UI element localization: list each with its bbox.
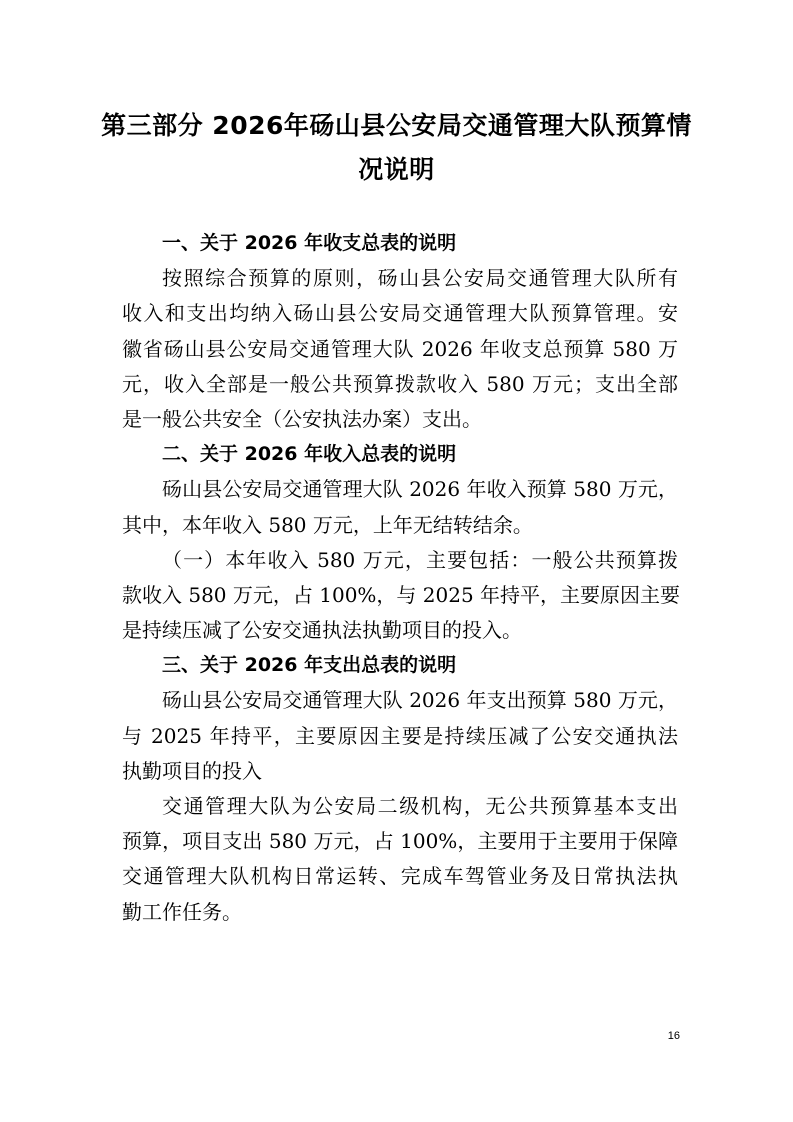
section-3-heading: 三、关于 2026 年支出总表的说明	[162, 654, 457, 677]
section-3-line-6: 交通管理大队机构日常运转、完成车驾管业务及日常执法执	[122, 864, 678, 889]
document-body	[122, 226, 681, 930]
title-line-1: 第三部分 2026年砀山县公安局交通管理大队预算情	[101, 111, 692, 140]
section-3-line-7: 勤工作任务。	[122, 899, 242, 924]
section-1-line-4: 元，收入全部是一般公共预算拨款收入 580 万元；支出全部	[122, 371, 678, 396]
section-3-line-2: 与 2025 年持平，主要原因主要是持续压减了公安交通执法	[122, 723, 678, 748]
section-2-line-5: 是持续压减了公安交通执法执勤项目的投入。	[122, 618, 522, 643]
section-1-line-1: 按照综合预算的原则，砀山县公安局交通管理大队所有	[162, 266, 678, 291]
section-3-line-3: 执勤项目的投入	[122, 758, 262, 783]
section-3-line-5: 预算，项目支出 580 万元，占 100%，主要用于主要用于保障	[122, 829, 678, 854]
section-2-line-2: 其中，本年收入 580 万元，上年无结转结余。	[122, 512, 533, 537]
section-1-line-2: 收入和支出均纳入砀山县公安局交通管理大队预算管理。安	[122, 301, 678, 326]
section-2-heading: 二、关于 2026 年收入总表的说明	[162, 443, 457, 466]
section-2-line-4: 款收入 580 万元，占 100%，与 2025 年持平，主要原因主要	[122, 582, 681, 607]
section-2-line-3: （一）本年收入 580 万元，主要包括：一般公共预算拨	[162, 547, 678, 572]
section-1-line-3: 徽省砀山县公安局交通管理大队 2026 年收支总预算 580 万	[122, 336, 678, 361]
title-line-2: 况说明	[358, 155, 435, 184]
section-3-line-1: 砀山县公安局交通管理大队 2026 年支出预算 580 万元，	[162, 688, 678, 713]
section-1-heading: 一、关于 2026 年收支总表的说明	[162, 232, 457, 254]
document-title	[100, 104, 693, 192]
page-number: 16	[667, 1030, 680, 1042]
section-1-line-5: 是一般公共安全（公安执法办案）支出。	[122, 406, 482, 431]
section-3-line-4: 交通管理大队为公安局二级机构，无公共预算基本支出	[162, 794, 678, 818]
section-2-line-1: 砀山县公安局交通管理大队 2026 年收入预算 580 万元，	[162, 477, 678, 502]
